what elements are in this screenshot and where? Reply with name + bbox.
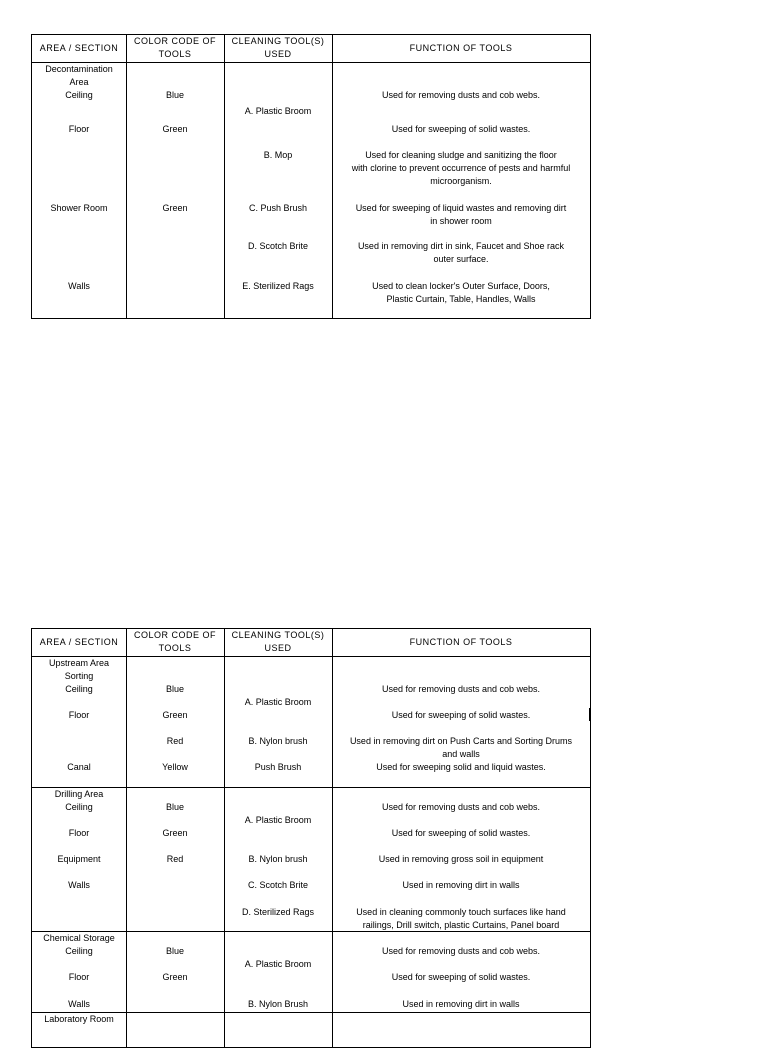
tool-name: A. Plastic Broom [244, 959, 312, 969]
area-floor: Floor [68, 972, 90, 982]
area-drilling: Drilling Area Ceiling [54, 789, 104, 812]
area-walls: Walls [68, 880, 90, 890]
tool-name: A. Plastic Broom [244, 106, 312, 116]
function-text: Used in removing dirt in walls [402, 880, 520, 890]
tool-name: C. Scotch Brite [247, 880, 309, 890]
function-text: Used for removing dusts and cob webs. [381, 946, 541, 956]
color-code: Blue [165, 802, 184, 812]
function-text: Used in removing dirt on Push Carts and Sorting Drums and walls [349, 736, 573, 759]
area-floor: Floor [68, 124, 90, 134]
area-walls: Walls [68, 281, 90, 291]
color-code: Blue [165, 684, 184, 694]
cleaning-table-areas [31, 628, 591, 1048]
color-code: Blue [165, 90, 184, 100]
column-divider [224, 35, 225, 318]
header-cleaning-tool: CLEANING TOOL(S) USED [231, 630, 325, 653]
color-code: Green [162, 124, 188, 134]
header-color-code: COLOR CODE OF TOOLS [133, 36, 216, 59]
function-text: Used in removing dirt in sink, Faucet and Shoe rack outer surface. [357, 241, 565, 264]
tool-name: A. Plastic Broom [244, 815, 312, 825]
function-text: Used for sweeping of solid wastes. [391, 828, 531, 838]
color-code: Green [162, 710, 188, 720]
color-code: Yellow [162, 762, 188, 772]
header-area: AREA / SECTION [39, 637, 119, 647]
function-text: Used in removing dirt in walls [402, 999, 520, 1009]
function-text: Used for sweeping solid and liquid wastes. [376, 762, 546, 772]
function-text: Used for cleaning sludge and sanitizing the floor with clorine to prevent occurrence of pests and harmful microorganism. [351, 150, 571, 186]
header-color-code: COLOR CODE OF TOOLS [133, 630, 216, 653]
area-floor: Floor [68, 828, 90, 838]
cleaning-table-decontamination [31, 34, 591, 319]
function-text: Used for sweeping of solid wastes. [391, 124, 531, 134]
color-code: Blue [165, 946, 184, 956]
area-equipment: Equipment [57, 854, 101, 864]
color-code: Green [162, 203, 188, 213]
function-text: Used in removing gross soil in equipment [378, 854, 544, 864]
area-floor: Floor [68, 710, 90, 720]
color-code: Green [162, 972, 188, 982]
area-chemical-storage: Chemical Storage Ceiling [43, 933, 115, 956]
tool-name: E. Sterilized Rags [242, 281, 314, 291]
tool-name: C. Push Brush [248, 203, 308, 213]
column-divider [126, 35, 127, 318]
tool-name: B. Nylon Brush [247, 999, 309, 1009]
area-laboratory-room: Laboratory Room [44, 1014, 114, 1024]
header-cleaning-tool: CLEANING TOOL(S) USED [231, 36, 325, 59]
tool-name: B. Nylon brush [248, 736, 308, 746]
area-upstream-sorting: Upstream Area Sorting Ceiling [48, 658, 110, 694]
tool-name: B. Mop [263, 150, 293, 160]
tool-name: Push Brush [254, 762, 302, 772]
header-area: AREA / SECTION [39, 43, 119, 53]
area-canal: Canal [67, 762, 91, 772]
function-text: Used in cleaning commonly touch surfaces like hand railings, Drill switch, plastic Curtains, Panel board [356, 907, 566, 930]
tool-name: D. Sterilized Rags [241, 907, 315, 917]
header-function: FUNCTION OF TOOLS [409, 637, 513, 647]
function-text: Used for sweeping of liquid wastes and removing dirt in shower room [355, 203, 567, 226]
header-function: FUNCTION OF TOOLS [409, 43, 513, 53]
tool-name: B. Nylon brush [248, 854, 308, 864]
function-text: Used for removing dusts and cob webs. [381, 684, 541, 694]
color-code: Green [162, 828, 188, 838]
tool-name: D. Scotch Brite [247, 241, 309, 251]
column-divider [224, 629, 225, 1047]
function-text: Used to clean locker's Outer Surface, Doors, Plastic Curtain, Table, Handles, Walls [372, 281, 550, 304]
tool-name: A. Plastic Broom [244, 697, 312, 707]
function-text: Used for sweeping of solid wastes. [391, 710, 531, 720]
area-decontamination: Decontamination Area Ceiling [45, 64, 113, 100]
function-text: Used for removing dusts and cob webs. [381, 90, 541, 100]
function-text: Used for removing dusts and cob webs. [381, 802, 541, 812]
function-text: Used for sweeping of solid wastes. [391, 972, 531, 982]
area-shower-room: Shower Room [50, 203, 108, 213]
text-cursor-mark [589, 708, 590, 721]
color-code: Red [166, 736, 184, 746]
area-walls: Walls [68, 999, 90, 1009]
color-code: Red [166, 854, 184, 864]
